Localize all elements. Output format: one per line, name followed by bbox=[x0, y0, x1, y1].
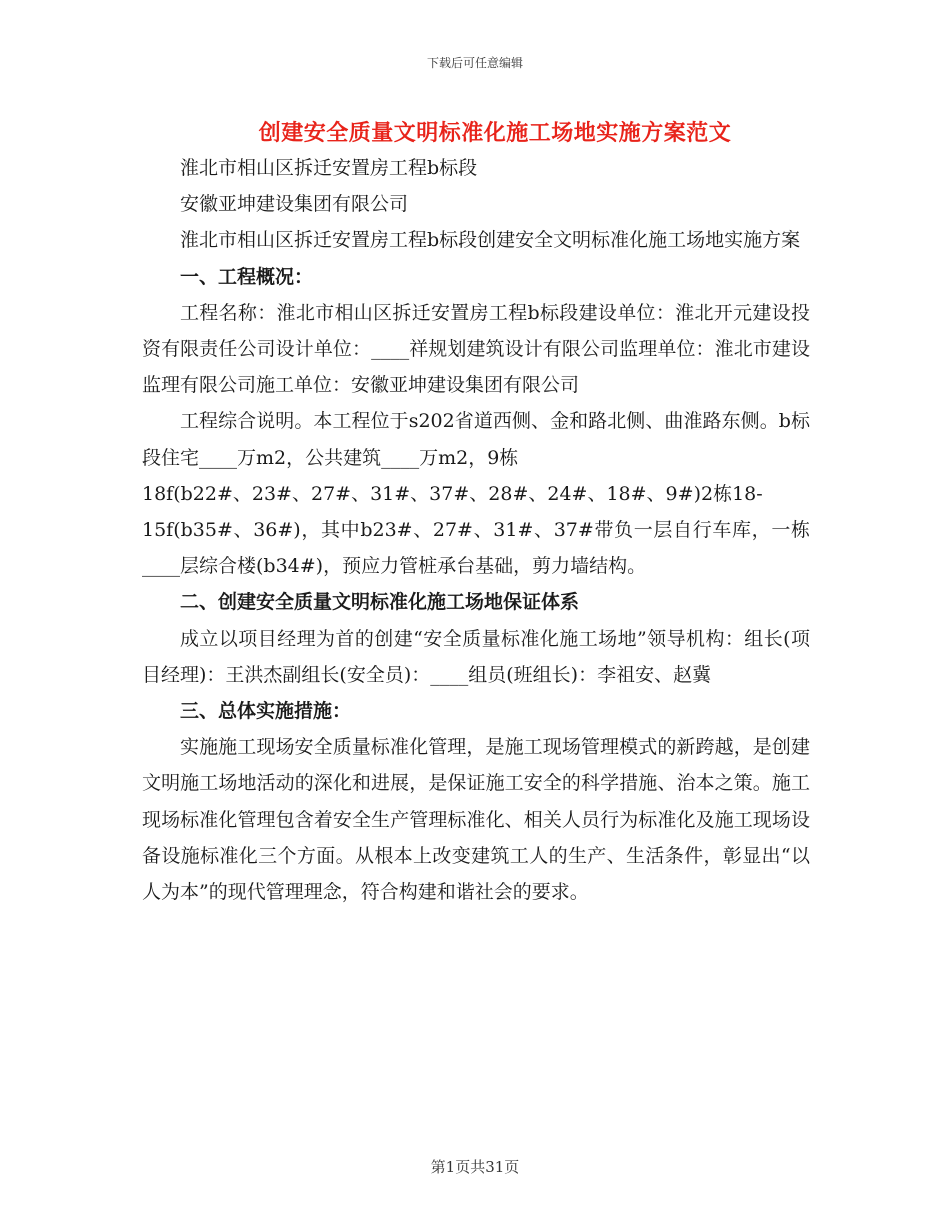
section-heading-measures: 三、总体实施措施： bbox=[180, 700, 352, 723]
document-title: 创建安全质量文明标准化施工场地实施方案范文 bbox=[258, 120, 732, 146]
page-number-footer: 第1页共31页 bbox=[430, 1158, 520, 1176]
plan-title-paragraph: 淮北市相山区拆迁安置房工程b标段创建安全文明标准化施工场地实施方案 bbox=[180, 229, 801, 252]
description-line: 18f(b22#、23#、27#、31#、37#、28#、24#、18#、9#)2栋18- bbox=[142, 482, 763, 505]
project-name-line: 淮北市相山区拆迁安置房工程b标段 bbox=[180, 157, 478, 179]
section-heading-overview: 一、工程概况： bbox=[180, 265, 314, 288]
description-line: 15f(b35#、36#)，其中b23#、27#、31#、37#带负一层自行车库，一栋____层综合楼(b34#)，预应力管桩承台基础，剪力墙结构。 bbox=[142, 519, 810, 578]
measures-paragraph: 实施施工现场安全质量标准化管理，是施工现场管理模式的新跨越，是创建文明施工场地活动的深化和进展，是保证施工安全的科学措施、治本之策。施工现场标准化管理包含着安全生产管理标准化、相关人员行为标准化及施工现场设备设施标准化三个方面。从根本上改变建筑工人的生产、生活条件，彰显出“以人为本”的现代管理理念，符合构建和谐社会的要求。 bbox=[142, 736, 810, 904]
section-heading-guarantee-system: 二、创建安全质量文明标准化施工场地保证体系 bbox=[180, 591, 580, 614]
description-line: 工程综合说明。本工程位于s202省道西侧、金和路北侧、曲淮路东侧。b标段住宅____万m2，公共建筑____万m2，9栋 bbox=[142, 410, 810, 469]
header-note: 下载后可任意编辑 bbox=[426, 56, 523, 70]
company-name-line: 安徽亚坤建设集团有限公司 bbox=[180, 193, 409, 216]
project-info-paragraph: 工程名称：淮北市相山区拆迁安置房工程b标段建设单位：淮北开元建设投资有限责任公司设计单位：____祥规划建筑设计有限公司监理单位：淮北市建设监理有限公司施工单位：安徽亚坤建设集团有限公司 bbox=[142, 301, 810, 397]
document-body bbox=[142, 150, 810, 910]
leadership-paragraph: 成立以项目经理为首的创建“安全质量标准化施工场地”领导机构：组长(项目经理)：王洪杰副组长(安全员)：____组员(班组长)：李祖安、赵冀 bbox=[142, 627, 810, 686]
project-description-paragraph bbox=[142, 403, 810, 584]
